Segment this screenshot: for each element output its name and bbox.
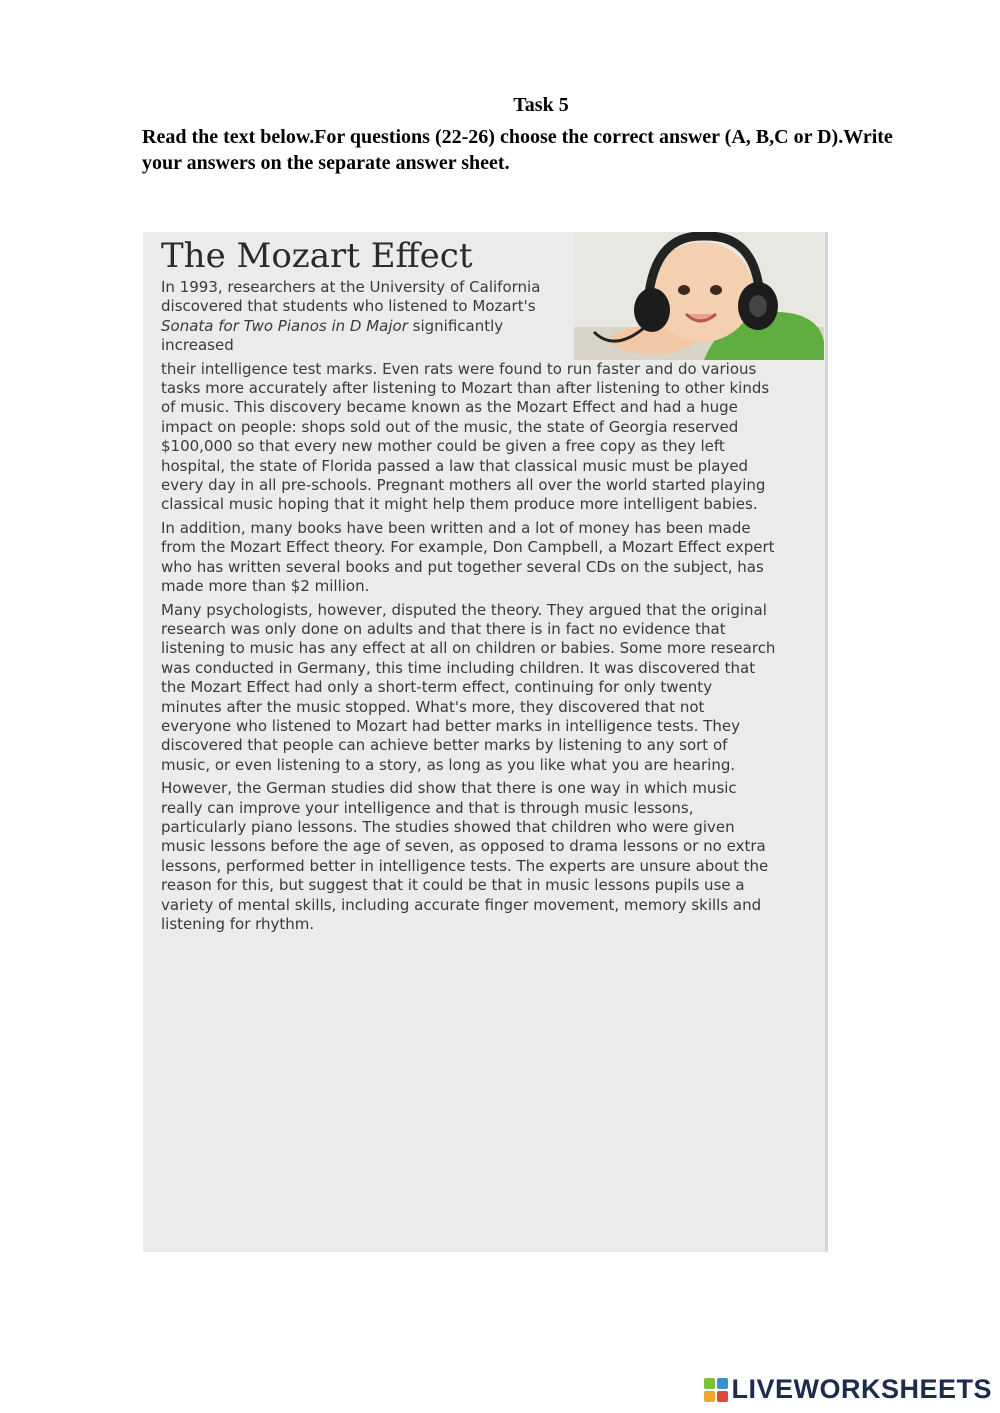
baby-with-headphones-photo [574,232,824,360]
liveworksheets-logo [703,1374,992,1405]
paragraph-1-rest: significantly increased [161,316,504,355]
article-headline: The Mozart Effect [161,236,473,276]
liveworksheets-logo-icon [703,1377,729,1403]
article-paragraph-1-continued: their intelligence test marks. Even rats were found to run faster and do various tasks more accurately after listening to Mozart than after listening to other kinds of music. This discovery became known as the Mozart Effect and had a huge impact on people: shops sold out of the music, the state of Georgia reserved $100,000 so that every new mother could be given a free copy as they left hospital, the state of Florida passed a law that classical music must be played every day in all pre-schools. Pregnant mothers all over the world started playing classical music hoping that it might help them produce more intelligent babies. [161,359,770,514]
article-paragraph-4: However, the German studies did show that there is one way in which music really can improve your intelligence and that is through music lessons, particularly piano lessons. The studies showed that children who were given music lessons before the age of seven, as opposed to drama lessons or no extra lessons, performed better in intelligence tests. The experts are unsure about the reason for this, but suggest that it could be that in music lessons pupils use a variety of mental skills, including accurate finger movement, memory skills and listening for rhythm. [161,779,769,933]
paragraph-1-lead: In 1993, researchers at the University of California discovered that students who listened to Mozart's [161,278,541,316]
paragraph-1-title: Sonata for Two Pianos in D Major [161,316,408,335]
article-body [161,278,828,934]
article-paragraph-1 [161,278,541,356]
logo-text: LIVEWORKSHEETS [731,1374,992,1404]
article-paragraph-3: Many psychologists, however, disputed the theory. They argued that the original research was only done on adults and that there is in fact no evidence that listening to music has any effect at all on children or babies. Some more research was conducted in Germany, this time including children. It was discovered that the Mozart Effect had only a short-term effect, continuing for only twenty minutes after the music stopped. What's more, they discovered that not everyone who listened to Mozart had better marks in intelligence tests. They discovered that people can achieve better marks by listening to any sort of music, or even listening to a story, as long as you like what you are hearing. [161,600,776,774]
task-title: Task 5 [513,94,569,116]
task-instructions: Read the text below.For questions (22-26) choose the correct answer (A, B,C or D).Write your answers on the separate answer sheet. [142,126,893,174]
article-scan [143,232,828,1252]
article-paragraph-2: In addition, many books have been written and a lot of money has been made from the Mozart Effect theory. For example, Don Campbell, a Mozart Effect expert who has written several books and put together several CDs on the subject, has made more than $2 million. [161,518,775,596]
